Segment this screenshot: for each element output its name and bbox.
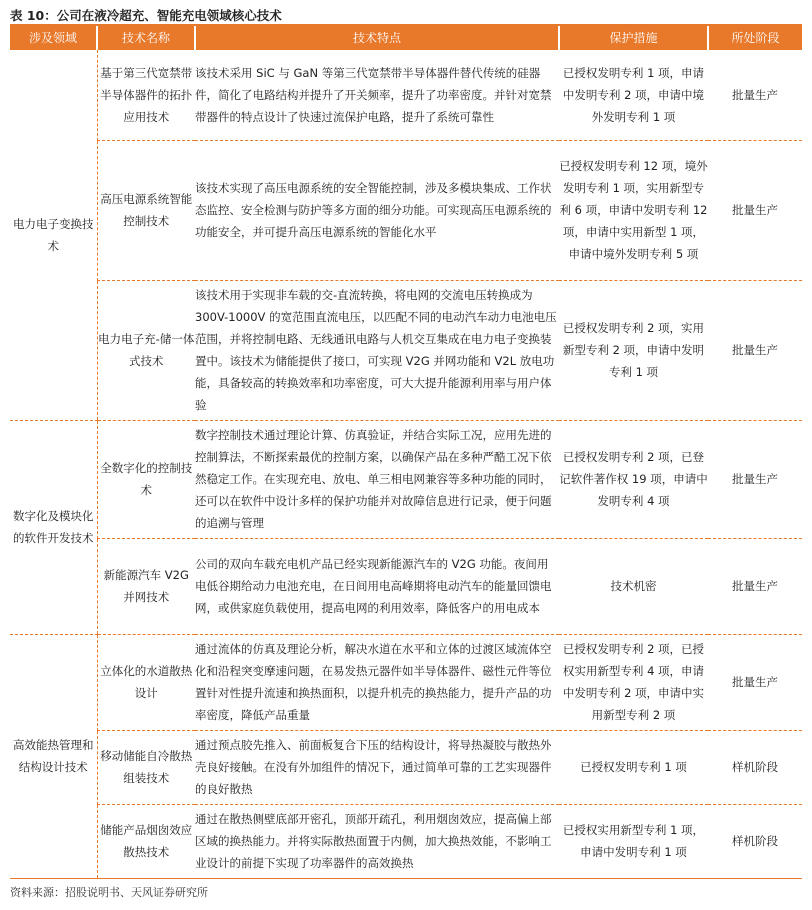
tech-name-cell: 立体化的水道散热设计 [97,634,195,730]
stage-cell: 批量生产 [708,420,802,538]
table-row [10,730,802,804]
protection-cell: 已授权发明专利 2 项，已登记软件著作权 19 项，申请中发明专利 4 项 [559,420,708,538]
table-row [10,538,802,634]
area-cell: 高效能热管理和结构设计技术 [10,634,97,878]
stage-cell: 批量生产 [708,280,802,420]
tech-feature-cell: 该技术实现了高压电源系统的安全智能控制，涉及多模块集成、工作状态监控、安全检测与防护等多方面的细分功能。可实现高压电源系统的功能安全，并可提升高压电源系统的智能化水平 [195,140,559,280]
tech-feature-cell: 通过在散热侧壁底部开密孔，顶部开疏孔，利用烟囱效应，提高偏上部区域的换热能力。并将实际散热面置于内侧，加大换热效能，不影响工业设计的前提下实现了功率器件的高效换热 [195,804,559,878]
area-cell: 电力电子变换技术 [10,50,97,420]
table-row [10,804,802,878]
tech-name-cell: 电力电子充-储一体式技术 [97,280,195,420]
protection-cell: 已授权发明专利 12 项，境外发明专利 1 项，实用新型专利 6 项，申请中发明专利 12 项，申请中实用新型 1 项，申请中境外发明专利 5 项 [559,140,708,280]
stage-cell: 批量生产 [708,634,802,730]
table-row [10,50,802,140]
protection-cell: 已授权发明专利 1 项 [559,730,708,804]
stage-cell: 样机阶段 [708,730,802,804]
table-title: 表 10：公司在液冷超充、智能充电领域核心技术 [10,8,282,23]
area-cell: 数字化及模块化的软件开发技术 [10,420,97,634]
header-name: 技术名称 [97,26,195,50]
tech-name-cell: 储能产品烟囱效应散热技术 [97,804,195,878]
tech-name-cell: 新能源汽车 V2G 并网技术 [97,538,195,634]
tech-feature-cell: 数字控制技术通过理论计算、仿真验证，并结合实际工况，应用先进的控制算法，不断探索最优的控制方案，以确保产品在多种严酷工况下依然稳定工作。在实现充电、放电、单三相电网兼容等多种功能的同时，还可以在软件中设计多样的保护功能并对故障信息进行记录，便于问题的追溯与管理 [195,420,559,538]
tech-name-cell: 基于第三代宽禁带半导体器件的拓扑应用技术 [97,50,195,140]
tech-feature-cell: 通过流体的仿真及理论分析，解决水道在水平和立体的过渡区域流体空化和沿程突变摩速问题，在易发热元器件如半导体器件、磁性元件等位置针对性提升流速和换热面积，以提升机壳的换热能力，提升产品的功率密度，降低产品重量 [195,634,559,730]
source-note: 资料来源：招股说明书、天风证券研究所 [10,886,208,899]
table-row [10,280,802,420]
tech-feature-cell: 该技术用于实现非车载的交-直流转换，将电网的交流电压转换成为 300V-1000V 的宽范围直流电压，以匹配不同的电动汽车动力电池电压范围，并将控制电路、无线通讯电路与人机交互集成在电力电子变换装置中。该技术为储能提供了接口，可实现 V2G 并网功能和 V2L 放电功能，具备较高的转换效率和功率密度，可大大提升能源利用率与用户体验 [195,280,559,420]
tech-name-cell: 全数字化的控制技术 [97,420,195,538]
tech-name-cell: 高压电源系统智能控制技术 [97,140,195,280]
tech-table [10,26,802,879]
protection-cell: 技术机密 [559,538,708,634]
stage-cell: 批量生产 [708,140,802,280]
protection-cell: 已授权发明专利 1 项，申请中发明专利 2 项，申请中境外发明专利 1 项 [559,50,708,140]
tech-name-cell: 移动储能自冷散热组装技术 [97,730,195,804]
header-protection: 保护措施 [559,26,708,50]
header-area: 涉及领域 [10,26,97,50]
tech-feature-cell: 通过预点胶先推入、前面板复合下压的结构设计，将导热凝胶与散热外壳良好接触。在没有外加组件的情况下，通过简单可靠的工艺实现器件的良好散热 [195,730,559,804]
header-row [10,26,802,50]
protection-cell: 已授权发明专利 2 项，实用新型专利 2 项，申请中发明专利 1 项 [559,280,708,420]
tech-feature-cell: 公司的双向车载充电机产品已经实现新能源汽车的 V2G 功能。夜间用电低谷期给动力电池充电，在日间用电高峰期将电动汽车的能量回馈电网，或供家庭负载使用，提高电网的利用效率，降低客户的用电成本 [195,538,559,634]
header-feature: 技术特点 [195,26,559,50]
protection-cell: 已授权实用新型专利 1 项，申请中发明专利 1 项 [559,804,708,878]
table-row [10,420,802,538]
stage-cell: 批量生产 [708,538,802,634]
table-row [10,140,802,280]
header-stage: 所处阶段 [708,26,802,50]
protection-cell: 已授权发明专利 2 项，已授权实用新型专利 4 项，申请中发明专利 2 项，申请中实用新型专利 2 项 [559,634,708,730]
tech-feature-cell: 该技术采用 SiC 与 GaN 等第三代宽禁带半导体器件替代传统的硅器件，简化了电路结构并提升了开关频率，提升了功率密度。并针对宽禁带器件的特点设计了快速过流保护电路，提升了系统可靠性 [195,50,559,140]
table-row [10,634,802,730]
stage-cell: 批量生产 [708,50,802,140]
stage-cell: 样机阶段 [708,804,802,878]
